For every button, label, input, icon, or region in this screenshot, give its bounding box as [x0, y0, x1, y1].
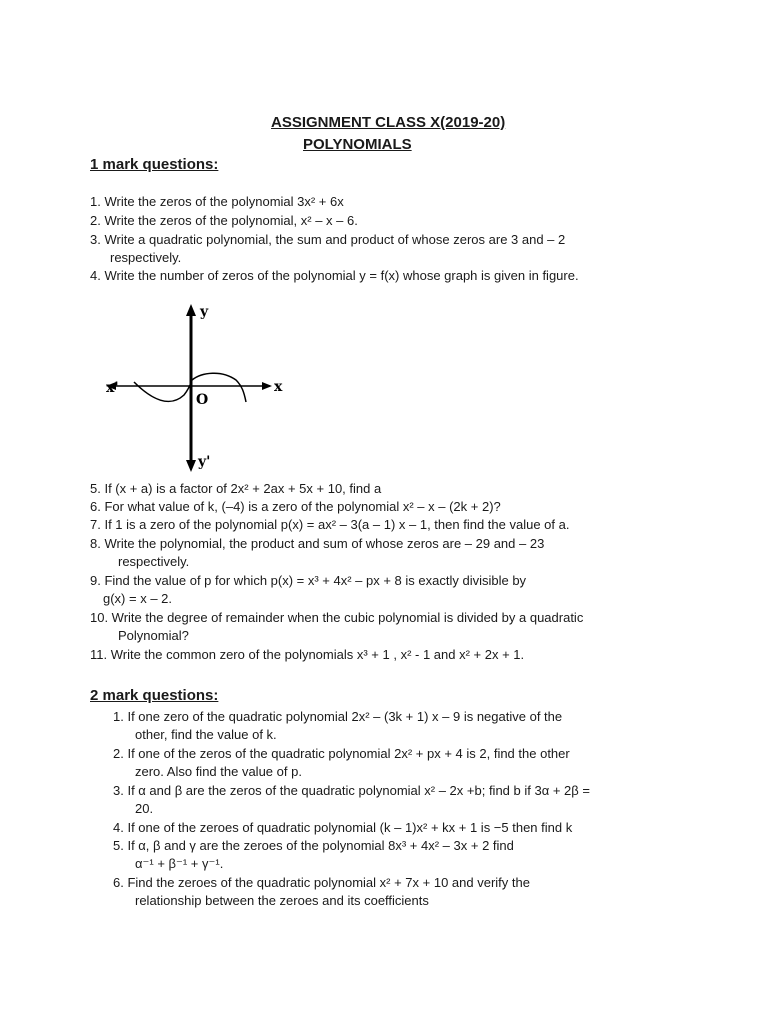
question-2-4: 4. If one of the zeroes of quadratic polynomial (k – 1)x² + kx + 1 is −5 then find k [113, 820, 573, 835]
question-1-4: 4. Write the number of zeros of the polynomial y = f(x) whose graph is given in figure. [90, 268, 579, 283]
y-axis-top-arrow [186, 304, 196, 316]
question-1-7: 7. If 1 is a zero of the polynomial p(x) = ax² – 3(a – 1) x – 1, then find the value of a. [90, 517, 570, 532]
topic-title: POLYNOMIALS [303, 136, 412, 153]
question-1-2: 2. Write the zeros of the polynomial, x² – x – 6. [90, 213, 358, 228]
question-1-8-cont: respectively. [118, 554, 190, 569]
question-1-8: 8. Write the polynomial, the product and sum of whose zeros are – 29 and – 23 [90, 536, 545, 551]
section-heading-2-mark: 2 mark questions: [90, 687, 219, 704]
question-1-3: 3. Write a quadratic polynomial, the sum and product of whose zeros are 3 and – 2 [90, 232, 566, 247]
question-1-10-cont: Polynomial? [118, 628, 189, 643]
y-axis-label: y [200, 304, 209, 320]
question-1-11: 11. Write the common zero of the polynomials x³ + 1 , x² - 1 and x² + 2x + 1. [90, 647, 525, 662]
section-heading-1-mark: 1 mark questions: [90, 156, 219, 173]
x-prime-axis-label: x' [106, 380, 119, 396]
question-2-3-cont: 20. [135, 801, 154, 816]
polynomial-graph-figure [104, 302, 294, 474]
question-2-2-cont: zero. Also find the value of p. [135, 764, 302, 779]
question-2-2: 2. If one of the zeros of the quadratic polynomial 2x² + px + 4 is 2, find the other [113, 746, 570, 761]
question-2-5-cont: α⁻¹ + β⁻¹ + γ⁻¹. [135, 856, 224, 871]
question-2-1-cont: other, find the value of k. [135, 727, 277, 742]
question-2-3: 3. If α and β are the zeros of the quadratic polynomial x² – 2x +b; find b if 3α + 2β = [113, 783, 590, 798]
question-2-1: 1. If one zero of the quadratic polynomial 2x² – (3k + 1) x – 9 is negative of the [113, 709, 563, 724]
y-axis-bottom-arrow [186, 460, 196, 472]
origin-label: O [196, 392, 209, 408]
question-1-9: 9. Find the value of p for which p(x) = x³ + 4x² – px + 8 is exactly divisible by [90, 573, 527, 588]
x-axis-right-arrow [262, 382, 272, 390]
question-1-10: 10. Write the degree of remainder when the cubic polynomial is divided by a quadratic [90, 610, 584, 625]
x-axis-label: x [274, 379, 283, 395]
question-2-6: 6. Find the zeroes of the quadratic polynomial x² + 7x + 10 and verify the [113, 875, 530, 890]
question-1-5: 5. If (x + a) is a factor of 2x² + 2ax + 5x + 10, find a [90, 481, 382, 496]
question-1-1: 1. Write the zeros of the polynomial 3x² + 6x [90, 194, 344, 209]
question-1-6: 6. For what value of k, (–4) is a zero of the polynomial x² – x – (2k + 2)? [90, 499, 501, 514]
question-2-6-cont: relationship between the zeroes and its coefficients [135, 893, 429, 908]
assignment-title: ASSIGNMENT CLASS X(2019-20) [271, 114, 506, 131]
question-1-3-cont: respectively. [110, 250, 182, 265]
y-prime-axis-label: y' [198, 454, 211, 470]
question-2-5: 5. If α, β and γ are the zeroes of the polynomial 8x³ + 4x² – 3x + 2 find [113, 838, 514, 853]
question-1-9-cont: g(x) = x – 2. [103, 591, 172, 606]
